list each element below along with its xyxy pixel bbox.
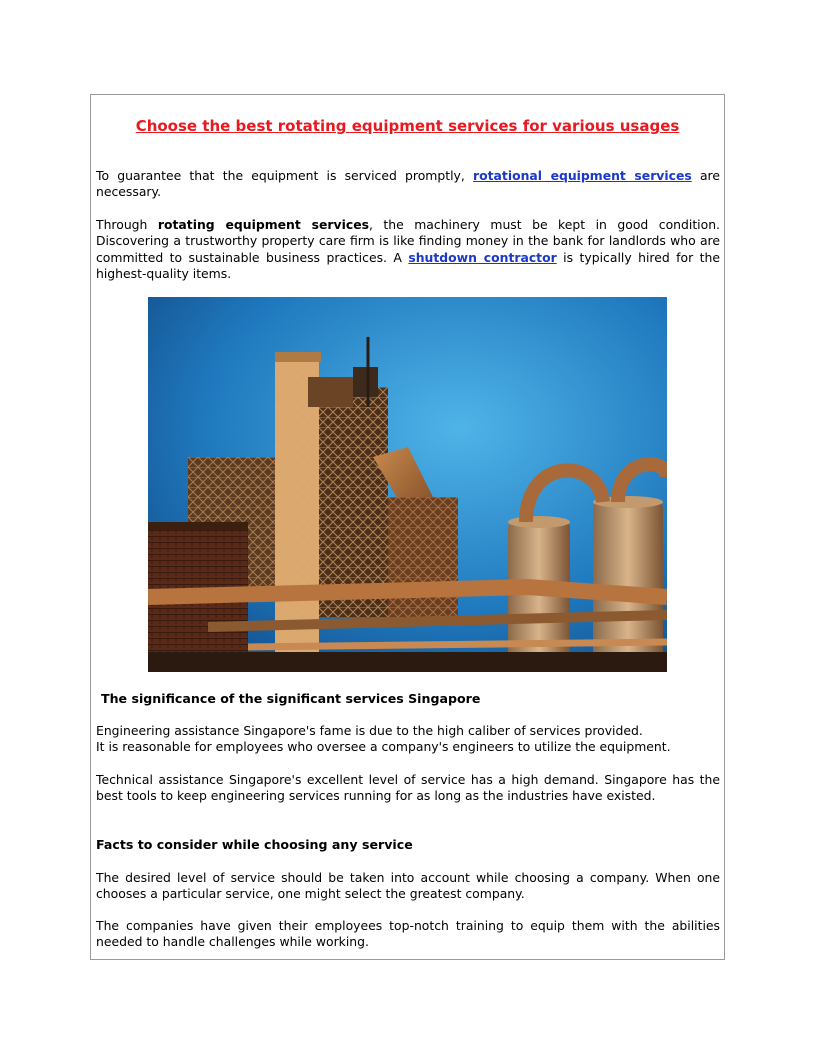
intro-text-before: To guarantee that the equipment is serviced promptly, <box>96 168 473 183</box>
industrial-plant-illustration <box>148 297 667 672</box>
rotational-equipment-services-link[interactable]: rotational equipment services <box>473 168 692 183</box>
para2-after: is typically hired for the highest-quality items. <box>96 249 720 282</box>
document-frame <box>90 94 725 960</box>
para2-bold-term: rotating equipment services <box>157 217 369 232</box>
section1-paragraph: Technical assistance Singapore's excellent level of service has a high demand. Singapore has the best tools to keep engineering services running for as long as the industries have existed. <box>96 772 720 804</box>
shutdown-contractor-link[interactable]: shutdown contractor <box>408 249 557 265</box>
section-heading-facts: Facts to consider while choosing any service <box>96 837 413 852</box>
intro-text-after: are necessary. <box>96 168 720 200</box>
section1-lines <box>96 723 720 756</box>
para2-mid: , the machinery must be kept in good condition. Discovering a trustworthy property care firm is like finding money in the bank for landlords who are committed to sustainable business practices. A <box>96 217 720 265</box>
section2-paragraph2: The companies have given their employees top-notch training to equip them with the abilities needed to handle challenges while working. <box>96 918 720 950</box>
page-title: Choose the best rotating equipment services for various usages <box>135 117 680 135</box>
industrial-plant-photo <box>148 297 667 672</box>
second-paragraph <box>96 217 720 283</box>
section2-paragraph1: The desired level of service should be taken into account while choosing a company. When one chooses a particular service, one might select the greatest company. <box>96 870 720 902</box>
section1-line1: Engineering assistance Singapore's fame is due to the high caliber of services provided. <box>96 723 643 738</box>
intro-paragraph <box>96 168 720 201</box>
para2-lead: Through <box>96 217 158 232</box>
section1-line2: It is reasonable for employees who oversee a company's engineers to utilize the equipment. <box>96 739 671 755</box>
section-heading-significance: The significance of the significant services Singapore <box>101 691 481 706</box>
